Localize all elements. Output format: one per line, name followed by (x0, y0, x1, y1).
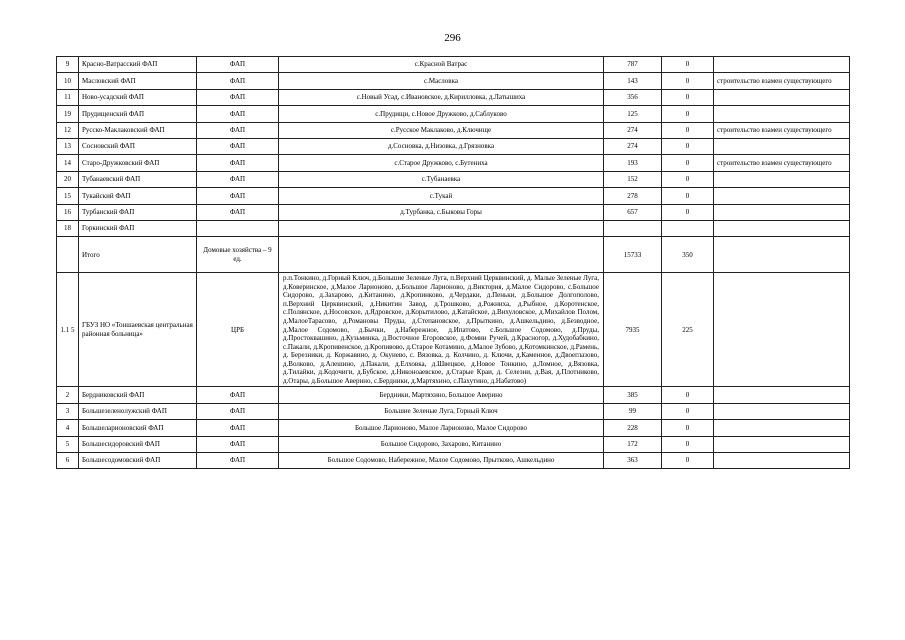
cell-visits: 0 (662, 155, 714, 171)
cell-num: 18 (57, 220, 79, 236)
cell-visits: 225 (662, 273, 714, 387)
cell-name: Итого (79, 237, 197, 273)
cell-type: ФАП (197, 73, 279, 89)
cell-name: Большесидоровский ФАП (79, 436, 197, 452)
cell-name: Красно-Ватрасский ФАП (79, 57, 197, 73)
cell-villages: Большое Ларионово, Малое Ларионово, Малое Сидорово (279, 420, 604, 436)
table-body-middle (57, 237, 850, 387)
cell-num: 5 (57, 436, 79, 452)
cell-villages: с.Масловка (279, 73, 604, 89)
cell-visits (662, 220, 714, 236)
cell-villages: Большие Зеленые Луга, Горный Ключ (279, 403, 604, 419)
cell-population: 356 (604, 89, 662, 105)
cell-population: 99 (604, 403, 662, 419)
cell-num: 9 (57, 57, 79, 73)
cell-name: Большезеленолужский ФАП (79, 403, 197, 419)
cell-num: 6 (57, 452, 79, 468)
page-number: 296 (444, 32, 461, 44)
cell-visits: 350 (662, 237, 714, 273)
cell-note (714, 171, 850, 187)
cell-type: ФАП (197, 420, 279, 436)
cell-visits: 0 (662, 452, 714, 468)
cell-villages: р.п.Тонкино, д.Горный Ключ, д.Большие Зеленые Луга, п.Верхний Церквинский, д. Малые Зеленые Луга, д.Коверинское, д.Малое Ларионово, д.Большое Ларионово, д.Виктория, д.Малое Сидорово, с.Большое Сидорово, д.Захарово, д.Китанино, д.Кропинково, д.Чердаки, д.Пеньки, д.Большое Долгополово, п.Верхний Церквинский, д.Никитин Завод, д.Трошково, д.Рожниха, д.Рыбное, д.Коротенское, с.Полянское, д.Носовское, д.Ядровское, д.Корытилово, д.Катайское, д.Вихуловское, д.Михайлов Полом, д.МалоеТарасово, д.Романовы Пруды, д.Степановское, д.Прыткино, д.Ашкельдино, д.Безводное, д.Малое Содомово, д.Бычки, д.Набережное, д.Ипатово, с.Большое Содомово, д.Пруды, д.Простоквашино, д.Кузьминка, д.Восточное Егоровское, д.Фомин Ручей, д.Красногор, д.Худобабкино, с.Пакали, д.Кропивенское, д.Кропивово, д.Старое Котамино, д.Малое Зубово, д.Котомкинское, д.Рамень, д. Березники, д. Коржавино, д. Окунево, с. Вязовка, д. Колчино, д. Ключи, д.Каменное, д.Двоеглазово, д.Волково, д.Алешино, д.Пакали, д.Елховка, д.Швецкое, д.Новое Тонкино, д.Ломное, д.Вязовка, д.Тилайки, д.Кодочиги, д.Бубское, д.Никоноаевское, д.Старые Краи, д. Селезни, д.Вая, д.Плотниково, д.Отары, д.Большое Аверино, с.Бердники, д.Мартяхино, с.Пахутино, д.Набатово) (279, 273, 604, 387)
cell-villages: с.Новый Усад, с.Ивановское, д.Кирилловка, д.Латышиха (279, 89, 604, 105)
cell-villages: с.Старое Дружково, с.Бутениха (279, 155, 604, 171)
cell-note (714, 204, 850, 220)
cell-note (714, 237, 850, 273)
cell-type: ФАП (197, 452, 279, 468)
cell-name: Старо-Дружковский ФАП (79, 155, 197, 171)
cell-name: Большесодомовский ФАП (79, 452, 197, 468)
cell-note (714, 436, 850, 452)
cell-population: 7935 (604, 273, 662, 387)
table-row (57, 387, 850, 403)
hospital-row (57, 273, 850, 387)
cell-type: ФАП (197, 171, 279, 187)
cell-note (714, 106, 850, 122)
cell-visits: 0 (662, 436, 714, 452)
cell-visits: 0 (662, 106, 714, 122)
table-row (57, 171, 850, 187)
cell-note (714, 452, 850, 468)
cell-num: 2 (57, 387, 79, 403)
table-row (57, 138, 850, 154)
cell-name: Сосновский ФАП (79, 138, 197, 154)
cell-type: ЦРБ (197, 273, 279, 387)
cell-num (57, 237, 79, 273)
cell-name: Большеларионовский ФАП (79, 420, 197, 436)
cell-visits: 0 (662, 420, 714, 436)
cell-villages: с.Прудищи, с.Новое Дружково, д.Саблуково (279, 106, 604, 122)
cell-villages (279, 237, 604, 273)
cell-villages (279, 220, 604, 236)
table-row (57, 452, 850, 468)
table-row (57, 220, 850, 236)
cell-note (714, 420, 850, 436)
cell-name: Горкинский ФАП (79, 220, 197, 236)
cell-visits: 0 (662, 89, 714, 105)
cell-type: ФАП (197, 155, 279, 171)
cell-num: 10 (57, 73, 79, 89)
table-row (57, 73, 850, 89)
cell-type: ФАП (197, 436, 279, 452)
cell-note (714, 403, 850, 419)
table-row (57, 89, 850, 105)
cell-name: Бердниковский ФАП (79, 387, 197, 403)
cell-population: 274 (604, 138, 662, 154)
cell-note (714, 138, 850, 154)
cell-population: 228 (604, 420, 662, 436)
cell-type: ФАП (197, 204, 279, 220)
cell-type: ФАП (197, 188, 279, 204)
table-row (57, 436, 850, 452)
cell-population: 363 (604, 452, 662, 468)
cell-villages: д.Сосновка, д.Низовка, д.Грязновка (279, 138, 604, 154)
cell-population (604, 220, 662, 236)
cell-num: 3 (57, 403, 79, 419)
cell-num: 19 (57, 106, 79, 122)
cell-note (714, 220, 850, 236)
cell-population: 152 (604, 171, 662, 187)
cell-villages: Большое Содомово, Набережное, Малое Содомово, Прытково, Ашкельдино (279, 452, 604, 468)
table-row (57, 57, 850, 73)
cell-num: 16 (57, 204, 79, 220)
cell-name: ГБУЗ НО «Тоншаевская центральная районная больница» (79, 273, 197, 387)
cell-type: ФАП (197, 138, 279, 154)
table-row (57, 420, 850, 436)
table-row (57, 106, 850, 122)
cell-villages: Большое Сидорово, Захарово, Китанино (279, 436, 604, 452)
cell-num: 13 (57, 138, 79, 154)
cell-population: 125 (604, 106, 662, 122)
cell-type (197, 220, 279, 236)
cell-villages: с.Тукай (279, 188, 604, 204)
table-row (57, 122, 850, 138)
cell-population: 172 (604, 436, 662, 452)
cell-type: ФАП (197, 57, 279, 73)
cell-visits: 0 (662, 171, 714, 187)
cell-visits: 0 (662, 138, 714, 154)
cell-visits: 0 (662, 57, 714, 73)
cell-num: 4 (57, 420, 79, 436)
cell-note: строительство взамен существующего (714, 122, 850, 138)
cell-num: 12 (57, 122, 79, 138)
cell-num: 20 (57, 171, 79, 187)
cell-num: 15 (57, 188, 79, 204)
cell-population: 278 (604, 188, 662, 204)
cell-population: 385 (604, 387, 662, 403)
cell-name: Тубанаевский ФАП (79, 171, 197, 187)
facilities-table (56, 56, 850, 469)
cell-type: ФАП (197, 106, 279, 122)
cell-type: ФАП (197, 89, 279, 105)
table-body-bottom (57, 387, 850, 469)
cell-population: 143 (604, 73, 662, 89)
cell-name: Прудищенский ФАП (79, 106, 197, 122)
cell-note (714, 188, 850, 204)
cell-num: 14 (57, 155, 79, 171)
cell-villages: с.Тубанаевка (279, 171, 604, 187)
cell-name: Русско-Маклаковский ФАП (79, 122, 197, 138)
cell-population: 193 (604, 155, 662, 171)
cell-name: Тукайский ФАП (79, 188, 197, 204)
cell-note: строительство взамен существующего (714, 73, 850, 89)
total-row (57, 237, 850, 273)
cell-num: 1.1 5 (57, 273, 79, 387)
cell-visits: 0 (662, 73, 714, 89)
cell-visits: 0 (662, 122, 714, 138)
cell-note: строительство взамен существующего (714, 155, 850, 171)
table-row (57, 204, 850, 220)
cell-type: ФАП (197, 122, 279, 138)
cell-name: Ново-усадский ФАП (79, 89, 197, 105)
table-row (57, 403, 850, 419)
cell-visits: 0 (662, 403, 714, 419)
cell-name: Турбанский ФАП (79, 204, 197, 220)
table-body-top (57, 57, 850, 237)
table-row (57, 155, 850, 171)
cell-visits: 0 (662, 204, 714, 220)
cell-type: ФАП (197, 403, 279, 419)
cell-villages: с.Красной Ватрас (279, 57, 604, 73)
cell-note (714, 89, 850, 105)
cell-visits: 0 (662, 188, 714, 204)
cell-villages: с.Русское Маклаково, д.Ключище (279, 122, 604, 138)
cell-villages: д.Турбанка, с.Быковы Горы (279, 204, 604, 220)
cell-name: Масловский ФАП (79, 73, 197, 89)
cell-note (714, 387, 850, 403)
cell-population: 787 (604, 57, 662, 73)
cell-note (714, 273, 850, 387)
table-row (57, 188, 850, 204)
cell-type: Домовые хозяйства – 9 ед. (197, 237, 279, 273)
cell-population: 15733 (604, 237, 662, 273)
cell-villages: Бердники, Мартяхино, Большое Аверино (279, 387, 604, 403)
cell-population: 274 (604, 122, 662, 138)
cell-visits: 0 (662, 387, 714, 403)
cell-population: 657 (604, 204, 662, 220)
cell-num: 11 (57, 89, 79, 105)
cell-note (714, 57, 850, 73)
cell-type: ФАП (197, 387, 279, 403)
